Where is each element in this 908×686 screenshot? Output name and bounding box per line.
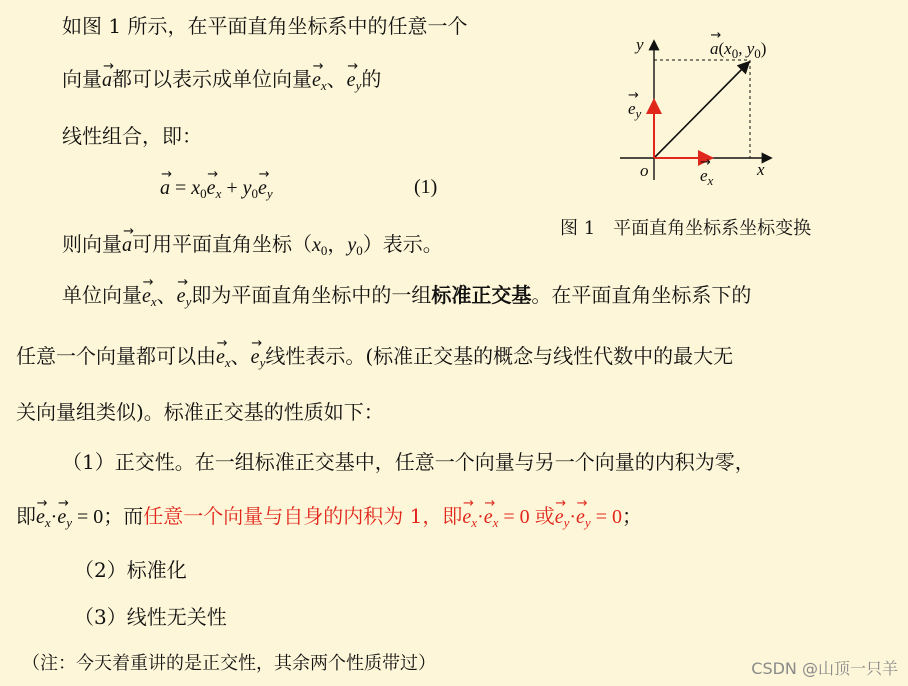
para2-line-1: 单位向量→ $e_x$、→ $e_y$即为平面直角坐标中的一组标准正交基。在平面直角坐标系下的 [62, 282, 751, 309]
intro-line-2: 向量→ a都可以表示成单位向量→ $e_x$、→ $e_y$的 [62, 66, 381, 93]
bold-term: 标准正交基 [431, 283, 532, 307]
para2-line-2: 任意一个向量都可以由→ $e_x$、→ $e_y$线性表示。(标准正交基的概念与线性代数中的最大无 [16, 343, 733, 370]
prop-3: （3）线性无关性 [74, 605, 227, 629]
equation-number: (1) [414, 176, 438, 198]
para2-line-3: 关向量组类似)。标准正交基的性质如下： [16, 400, 384, 424]
note-text: （注：今天着重讲的是正交性，其余两个性质带过） [22, 653, 436, 674]
ex-label: → $e_x$ [700, 163, 713, 189]
x-axis-label: x [757, 160, 765, 179]
figure-caption: 图 1 平面直角坐标系坐标变换 [560, 218, 812, 239]
vector-a-arrow [654, 63, 748, 158]
equation-1: → $a = x_0\to e_x + y_0\to e_y$ [160, 174, 273, 201]
prop-2: （2）标准化 [74, 558, 187, 582]
y-axis-label: y [636, 35, 644, 54]
intro-line-1: 如图 1 所示，在平面直角坐标系中的任意一个 [62, 14, 468, 38]
origin-label: o [640, 161, 649, 180]
intro-line-3: 线性组合，即： [62, 124, 202, 148]
prop-1-line-1: （1）正交性。在一组标准正交基中，任意一个向量与另一个向量的内积为零， [62, 450, 755, 474]
ey-label: → $e_y$ [628, 96, 641, 122]
watermark: CSDN @山顶一只羊 [751, 659, 898, 678]
prop-1-line-2: 即→ $e_x\cdot\to e_y = 0$；而任意一个向量与自身的内积为 1，即→ $e_x\cdot\to e_x = 0$ 或→ $e_y\cdot\to e_y = 0$； [16, 503, 642, 530]
intro-line-5: 则向量→ a可用平面直角坐标（$x_0$，$y_0$）表示。 [62, 231, 443, 258]
point-a-label: → $a(x_0$, $y_0$) [710, 36, 766, 62]
